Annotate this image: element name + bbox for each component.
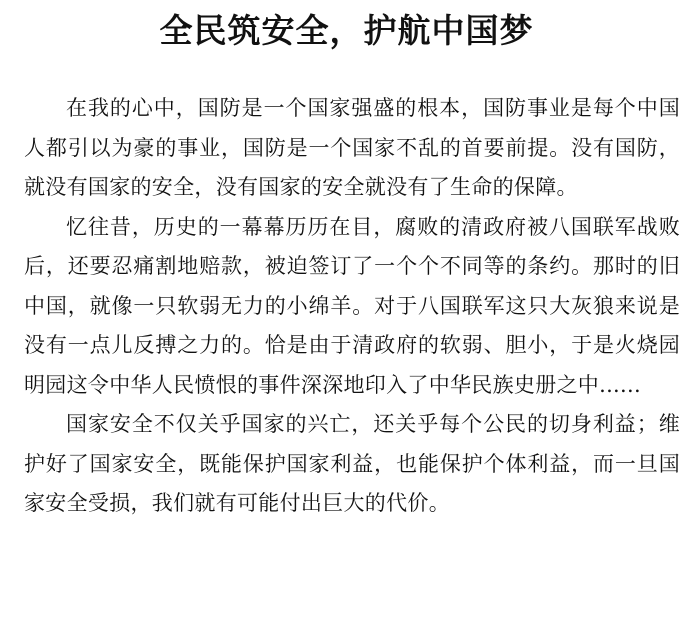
document-body [24,89,680,524]
paragraph-2: 忆往昔，历史的一幕幕历历在目，腐败的清政府被八国联军战败后，还要忍痛割地赔款，被迫签订了一个个不同等的条约。那时的旧中国，就像一只软弱无力的小绵羊。对于八国联军这只大灰狼来说是没有一点儿反搏之力的。恰是由于清政府的软弱、胆小，于是火烧园明园这令中华人民愤恨的事件深深地印入了中华民族史册之中...... [24,214,680,397]
document-title: 全民筑安全，护航中国梦 [159,11,534,50]
paragraph-3: 国家安全不仅关乎国家的兴亡，还关乎每个公民的切身利益；维护好了国家安全，既能保护国家利益，也能保护个体利益，而一旦国家安全受损，我们就有可能付出巨大的代价。 [24,412,680,515]
paragraph-1: 在我的心中，国防是一个国家强盛的根本，国防事业是每个中国人都引以为豪的事业，国防是一个国家不乱的首要前提。没有国防，就没有国家的安全，没有国家的安全就没有了生命的保障。 [24,96,680,199]
